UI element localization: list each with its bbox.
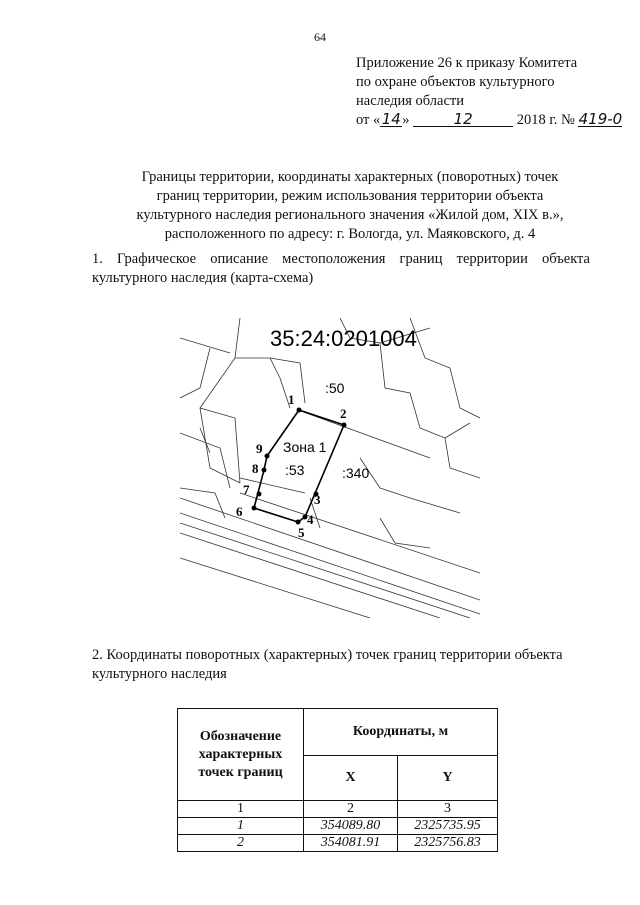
appendix-line-1: Приложение 26 к приказу Комитета	[356, 55, 578, 71]
appendix-line-2: по охране объектов культурного	[356, 74, 555, 90]
section-2-line-1: 2. Координаты поворотных (характерных) точек границ территории объекта	[92, 647, 563, 663]
page-number: 64	[314, 30, 326, 44]
y-header: Y	[398, 756, 498, 801]
point-7-label: 7	[243, 482, 250, 497]
point-designation-header: Обозначение характерных точек границ	[178, 709, 304, 801]
parcel-53-label: :53	[285, 462, 305, 478]
point-8-label: 8	[252, 461, 259, 476]
zone-label: Зона 1	[283, 439, 327, 455]
point-1-label: 1	[288, 392, 295, 407]
date-prefix: от «	[356, 112, 381, 128]
appendix-line-3: наследия области	[356, 93, 465, 109]
date-day: 14	[381, 110, 401, 128]
order-number: 419-0	[578, 110, 623, 128]
map-background-lines	[180, 318, 480, 618]
document-title: Границы территории, координаты характерных (поворотных) точек границ территории, режим использования территории объекта культурного наследия регионального значения «Жилой дом, XIX в.», расположенного по адресу: г. Вологда, ул. Маяковского, д. 4	[136, 169, 564, 242]
date-mid: »	[402, 112, 410, 128]
date-year: 2018 г. №	[516, 112, 575, 128]
section-1-heading: 1. Графическое описание местоположения границ территории объекта	[92, 251, 590, 267]
point-8-marker	[262, 468, 267, 473]
appendix-header	[356, 54, 622, 130]
point-5-label: 5	[298, 525, 305, 540]
parcel-50-label: :50	[325, 380, 345, 396]
cadastral-number: 35:24:0201004	[270, 326, 417, 351]
point-9-marker	[265, 454, 270, 459]
coordinates-table	[177, 708, 498, 852]
point-6-marker	[252, 506, 257, 511]
section-1-heading-cont: культурного наследия (карта-схема)	[92, 270, 314, 286]
point-3-label: 3	[314, 492, 321, 507]
x-header: X	[304, 756, 398, 801]
point-4-label: 4	[307, 512, 314, 527]
index-row: 1 2 3	[178, 801, 498, 818]
point-2-marker	[342, 423, 347, 428]
point-6-label: 6	[236, 504, 243, 519]
section-2-heading	[92, 646, 590, 684]
point-9-label: 9	[256, 441, 263, 456]
point-5-marker	[296, 520, 301, 525]
table-row: 1 354089.80 2325735.95	[178, 818, 498, 835]
table-row: 2 354081.91 2325756.83	[178, 835, 498, 852]
appendix-date-line	[356, 111, 622, 130]
parcel-340-label: :340	[342, 465, 370, 481]
point-7-marker	[257, 492, 262, 497]
boundary-map	[180, 318, 480, 618]
point-2-label: 2	[340, 406, 347, 421]
point-1-marker	[297, 408, 302, 413]
coordinates-header: Координаты, м	[304, 709, 498, 756]
date-month: 12	[413, 112, 513, 127]
section-2-line-2: культурного наследия	[92, 666, 227, 682]
